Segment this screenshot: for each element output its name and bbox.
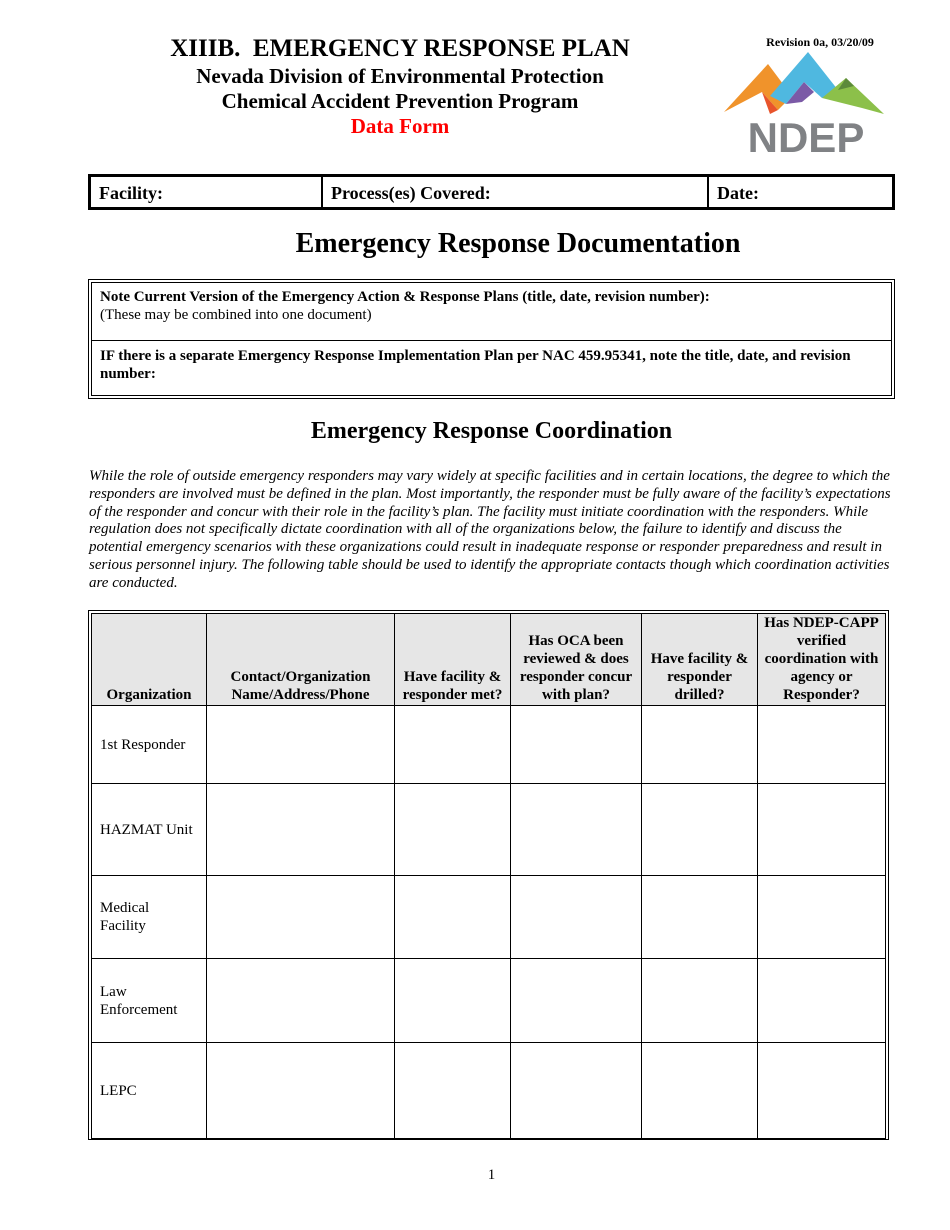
drilled-cell[interactable] <box>642 706 758 784</box>
table-row <box>92 706 886 784</box>
met-cell[interactable] <box>395 959 511 1043</box>
process-covered-field[interactable]: Process(es) Covered: <box>323 177 709 207</box>
contact-cell[interactable] <box>207 784 395 876</box>
oca-cell[interactable] <box>511 876 642 959</box>
drilled-cell[interactable] <box>642 876 758 959</box>
oca-cell[interactable] <box>511 706 642 784</box>
contact-cell[interactable] <box>207 706 395 784</box>
contact-cell[interactable] <box>207 876 395 959</box>
oca-cell[interactable] <box>511 959 642 1043</box>
met-cell[interactable] <box>395 784 511 876</box>
current-version-label: Note Current Version of the Emergency Action & Response Plans (title, date, revision number): <box>100 289 710 305</box>
ndep-logo <box>722 52 887 156</box>
coordination-heading: Emergency Response Coordination <box>310 418 673 444</box>
division-name: Nevada Division of Environmental Protection <box>196 64 604 88</box>
oca-cell[interactable] <box>511 784 642 876</box>
verified-cell[interactable] <box>758 784 886 876</box>
coordination-intro-text: While the role of outside emergency responders may vary widely at specific facilities and in certain locations, the degree to which the responders are involved must be defined in the plan. Most importantly, the responder must be fully aware of the facility’s expectations of the responder and concur with their role in the facility’s plan. The facility must initiate coordination with the responders. While regulation does not specifically dictate coordination with all of the organizations below, the failure to identify and discuss the potential emergency scenarios with these organizations could result in inadequate response or responder preparedness and result in serious personnel injury. The following table should be used to identify the appropriate contacts though which coordination activities are conducted. <box>89 468 891 591</box>
program-name: Chemical Accident Prevention Program <box>221 89 579 113</box>
plan-version-box <box>88 279 895 399</box>
table-header-row <box>92 614 886 706</box>
table-row <box>92 1043 886 1139</box>
col-header-drilled: Have facility & responder drilled? <box>642 614 758 706</box>
contact-cell[interactable] <box>207 959 395 1043</box>
facility-info-row <box>88 174 895 210</box>
table-row <box>92 784 886 876</box>
met-cell[interactable] <box>395 876 511 959</box>
met-cell[interactable] <box>395 1043 511 1139</box>
verified-cell[interactable] <box>758 876 886 959</box>
col-header-contact: Contact/Organization Name/Address/Phone <box>207 614 395 706</box>
row-organization: HAZMAT Unit <box>92 784 207 876</box>
verified-cell[interactable] <box>758 706 886 784</box>
col-header-oca-reviewed: Has OCA been reviewed & does responder concur with plan? <box>511 614 642 706</box>
documentation-heading: Emergency Response Documentation <box>295 228 741 259</box>
current-version-hint: (These may be combined into one document) <box>100 307 372 323</box>
facility-field[interactable]: Facility: <box>91 177 323 207</box>
table-row <box>92 959 886 1043</box>
row-organization: 1st Responder <box>92 706 207 784</box>
implementation-plan-note[interactable]: IF there is a separate Emergency Response Implementation Plan per NAC 459.95341, note the title, date, and revision number: <box>100 348 851 382</box>
table-row <box>92 876 886 959</box>
logo-text: NDEP <box>747 114 865 156</box>
drilled-cell[interactable] <box>642 959 758 1043</box>
plan-title: XIIIB. EMERGENCY RESPONSE PLAN <box>170 35 630 62</box>
revision-label: Revision 0a, 03/20/09 <box>766 35 874 49</box>
drilled-cell[interactable] <box>642 1043 758 1139</box>
drilled-cell[interactable] <box>642 784 758 876</box>
page-number: 1 <box>487 1167 496 1183</box>
coordination-table <box>91 613 886 1139</box>
contact-cell[interactable] <box>207 1043 395 1139</box>
oca-cell[interactable] <box>511 1043 642 1139</box>
col-header-ndep-verified: Has NDEP-CAPP verified coordination with agency or Responder? <box>758 614 886 706</box>
row-organization: Medical Facility <box>92 876 207 959</box>
col-header-met: Have facility & responder met? <box>395 614 511 706</box>
row-organization: Law Enforcement <box>92 959 207 1043</box>
verified-cell[interactable] <box>758 1043 886 1139</box>
date-field[interactable]: Date: <box>717 183 759 203</box>
verified-cell[interactable] <box>758 959 886 1043</box>
row-organization: LEPC <box>92 1043 207 1139</box>
col-header-organization: Organization <box>92 614 207 706</box>
met-cell[interactable] <box>395 706 511 784</box>
current-version-note[interactable] <box>92 283 891 341</box>
form-label: Data Form <box>350 114 450 138</box>
coordination-table-frame <box>88 610 889 1140</box>
